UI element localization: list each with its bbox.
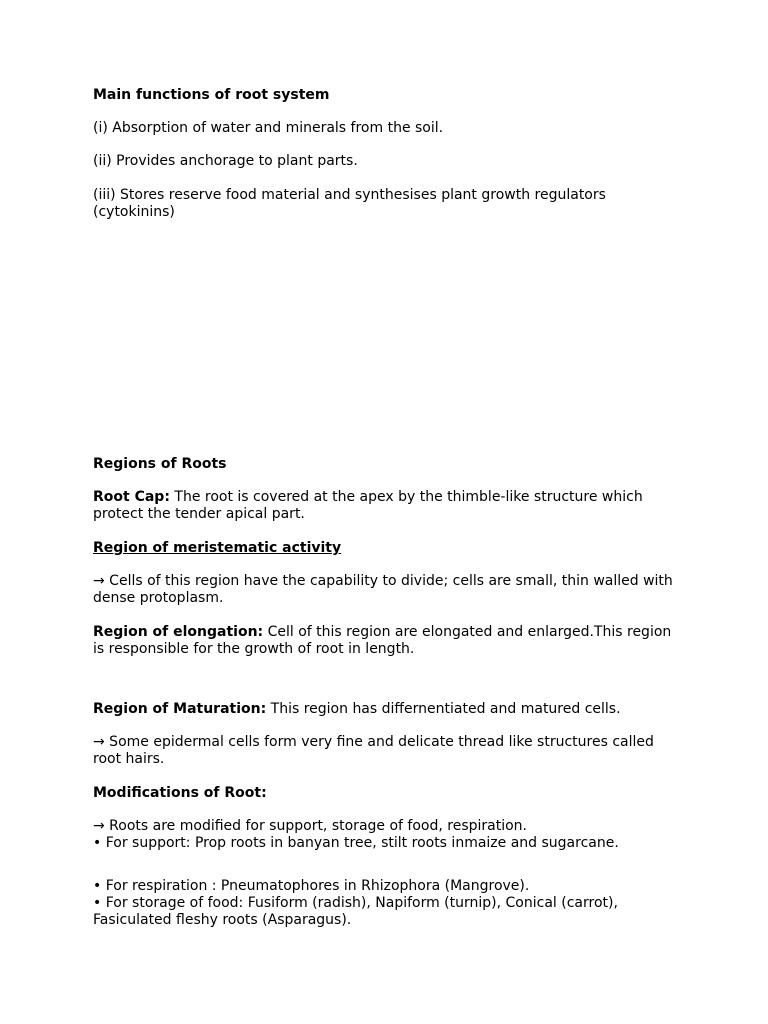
heading-regions-of-roots: Regions of Roots xyxy=(93,456,227,472)
respiration-item: • For respiration : Pneumatophores in Rhizophora (Mangrove). xyxy=(93,878,530,894)
support-item: • For support: Prop roots in banyan tree, stilt roots inmaize and sugarcane. xyxy=(93,835,619,851)
heading-main-functions: Main functions of root system xyxy=(93,87,330,103)
function-item-3: (iii) Stores reserve food material and synthesises plant growth regulators (cytokinins) xyxy=(93,187,606,220)
root-cap-paragraph xyxy=(93,489,673,523)
maturation-paragraph xyxy=(93,701,673,718)
maturation-term: Region of Maturation: xyxy=(93,701,267,717)
maturation-text: This region has differnentiated and matured cells. xyxy=(266,701,621,717)
meristematic-text: → Cells of this region have the capability to divide; cells are small, thin walled with dense protoplasm. xyxy=(93,573,673,606)
heading-modifications: Modifications of Root: xyxy=(93,785,267,801)
function-item-1: (i) Absorption of water and minerals from the soil. xyxy=(93,120,444,136)
elongation-term: Region of elongation: xyxy=(93,624,264,640)
modifications-intro: → Roots are modified for support, storage of food, respiration. xyxy=(93,818,527,834)
storage-item: • For storage of food: Fusiform (radish), Napiform (turnip), Conical (carrot), Fasiculated fleshy roots (Asparagus). xyxy=(93,895,618,928)
root-hairs-text: → Some epidermal cells form very fine and delicate thread like structures called root hairs. xyxy=(93,734,654,767)
root-cap-text: The root is covered at the apex by the thimble-like structure which protect the tender apical part. xyxy=(93,489,643,522)
root-cap-term: Root Cap: xyxy=(93,489,170,505)
elongation-paragraph xyxy=(93,624,673,658)
function-item-2: (ii) Provides anchorage to plant parts. xyxy=(93,153,358,169)
heading-meristematic: Region of meristematic activity xyxy=(93,540,342,556)
elongation-text: Cell of this region are elongated and enlarged.This region is responsible for the growth of root in length. xyxy=(93,624,672,657)
